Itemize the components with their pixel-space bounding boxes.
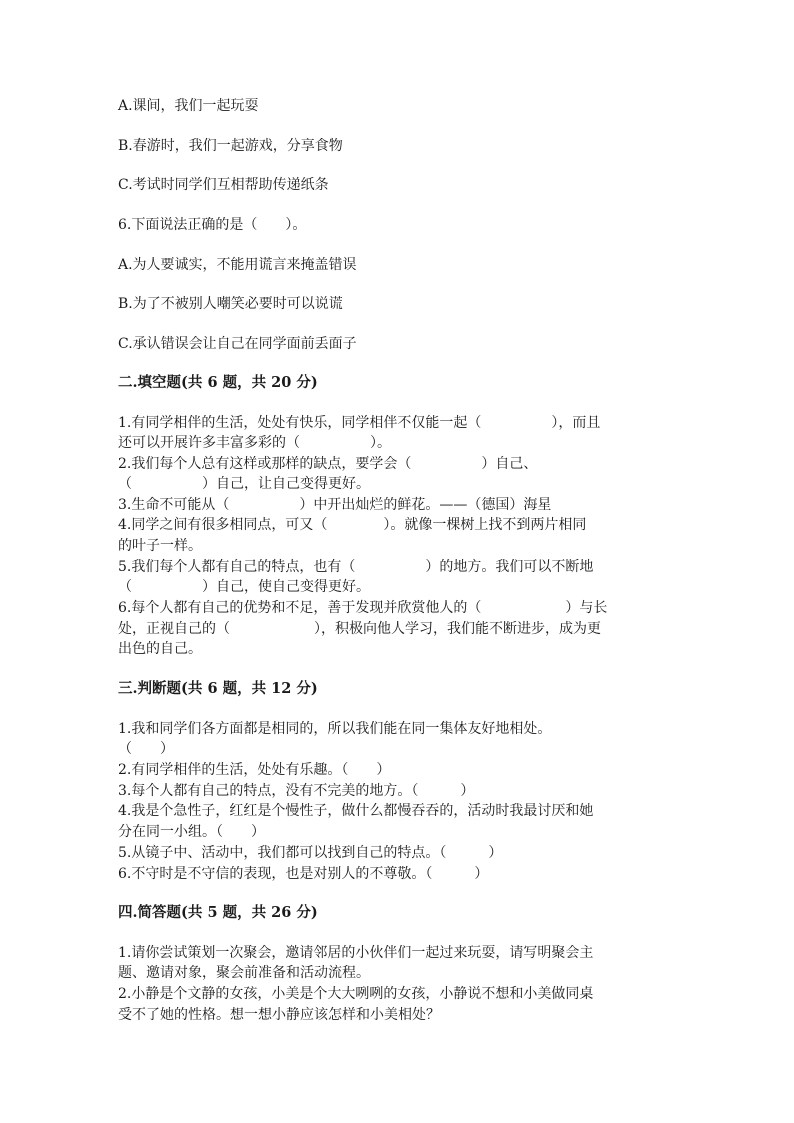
true-false-line: 2.有同学相伴的生活，处处有乐趣。（ ） [118, 762, 391, 778]
fill-blank-line: （ ）自己，使自己变得更好。 [118, 579, 370, 595]
fill-blank-line: 出色的自己。 [118, 641, 202, 657]
section-heading-fill-blank: 二.填空题(共 6 题，共 20 分) [118, 374, 318, 391]
true-false-line: 1.我和同学们各方面都是相同的，所以我们能在同一集体友好地相处。 [118, 721, 552, 737]
option-b-q6: B.为了不被别人嘲笑必要时可以说谎 [118, 296, 343, 312]
short-answer-line: 2.小静是个文静的女孩，小美是个大大咧咧的女孩，小静说不想和小美做同桌 [118, 986, 594, 1002]
option-c-q5: C.考试时同学们互相帮助传递纸条 [118, 177, 329, 193]
short-answer-line: 受不了她的性格。想一想小静应该怎样和小美相处？ [118, 1007, 440, 1023]
option-c-q6: C.承认错误会让自己在同学面前丢面子 [118, 336, 357, 352]
true-false-line: 分在同一小组。（ ） [118, 824, 265, 840]
true-false-line: （ ） [118, 741, 174, 757]
fill-blank-line: 1.有同学相伴的生活，处处有快乐，同学相伴不仅能一起（ ），而且 [118, 415, 601, 431]
fill-blank-line: 6.每个人都有自己的优势和不足，善于发现并欣赏他人的（ ）与长 [118, 600, 608, 616]
short-answer-line: 1.请你尝试策划一次聚会，邀请邻居的小伙伴们一起过来玩耍，请写明聚会主 [118, 945, 594, 961]
option-a-q5: A.课间，我们一起玩耍 [118, 98, 259, 114]
true-false-line: 5.从镜子中、活动中，我们都可以找到自己的特点。（ ） [118, 845, 503, 861]
fill-blank-line: 处，正视自己的（ ），积极向他人学习，我们能不断进步，成为更 [118, 621, 601, 637]
section-heading-true-false: 三.判断题(共 6 题，共 12 分) [118, 680, 318, 697]
fill-blank-line: 4.同学之间有很多相同点，可又（ ）。就像一棵树上找不到两片相同 [118, 517, 587, 533]
true-false-line: 3.每个人都有自己的特点，没有不完美的地方。（ ） [118, 783, 475, 799]
question-6: 6.下面说法正确的是（ ）。 [118, 217, 307, 233]
fill-blank-line: 3.生命不可能从（ ）中开出灿烂的鲜花。——（德国）海星 [118, 497, 552, 513]
fill-blank-line: 还可以开展许多丰富多彩的（ ）。 [118, 435, 391, 451]
fill-blank-line: 2.我们每个人总有这样或那样的缺点，要学会（ ）自己、 [118, 456, 538, 472]
option-b-q5: B.春游时，我们一起游戏，分享食物 [118, 138, 343, 154]
true-false-line: 6.不守时是不守信的表现，也是对别人的不尊敬。（ ） [118, 866, 489, 882]
fill-blank-line: （ ）自己，让自己变得更好。 [118, 476, 370, 492]
fill-blank-line: 的叶子一样。 [118, 538, 202, 554]
option-a-q6: A.为人要诚实，不能用谎言来掩盖错误 [118, 257, 357, 273]
short-answer-line: 题、邀请对象，聚会前准备和活动流程。 [118, 965, 370, 981]
section-heading-short-answer: 四.简答题(共 5 题，共 26 分) [118, 904, 318, 921]
fill-blank-line: 5.我们每个人都有自己的特点，也有（ ）的地方。我们可以不断地 [118, 559, 594, 575]
true-false-line: 4.我是个急性子，红红是个慢性子，做什么都慢吞吞的，活动时我最讨厌和她 [118, 803, 594, 819]
